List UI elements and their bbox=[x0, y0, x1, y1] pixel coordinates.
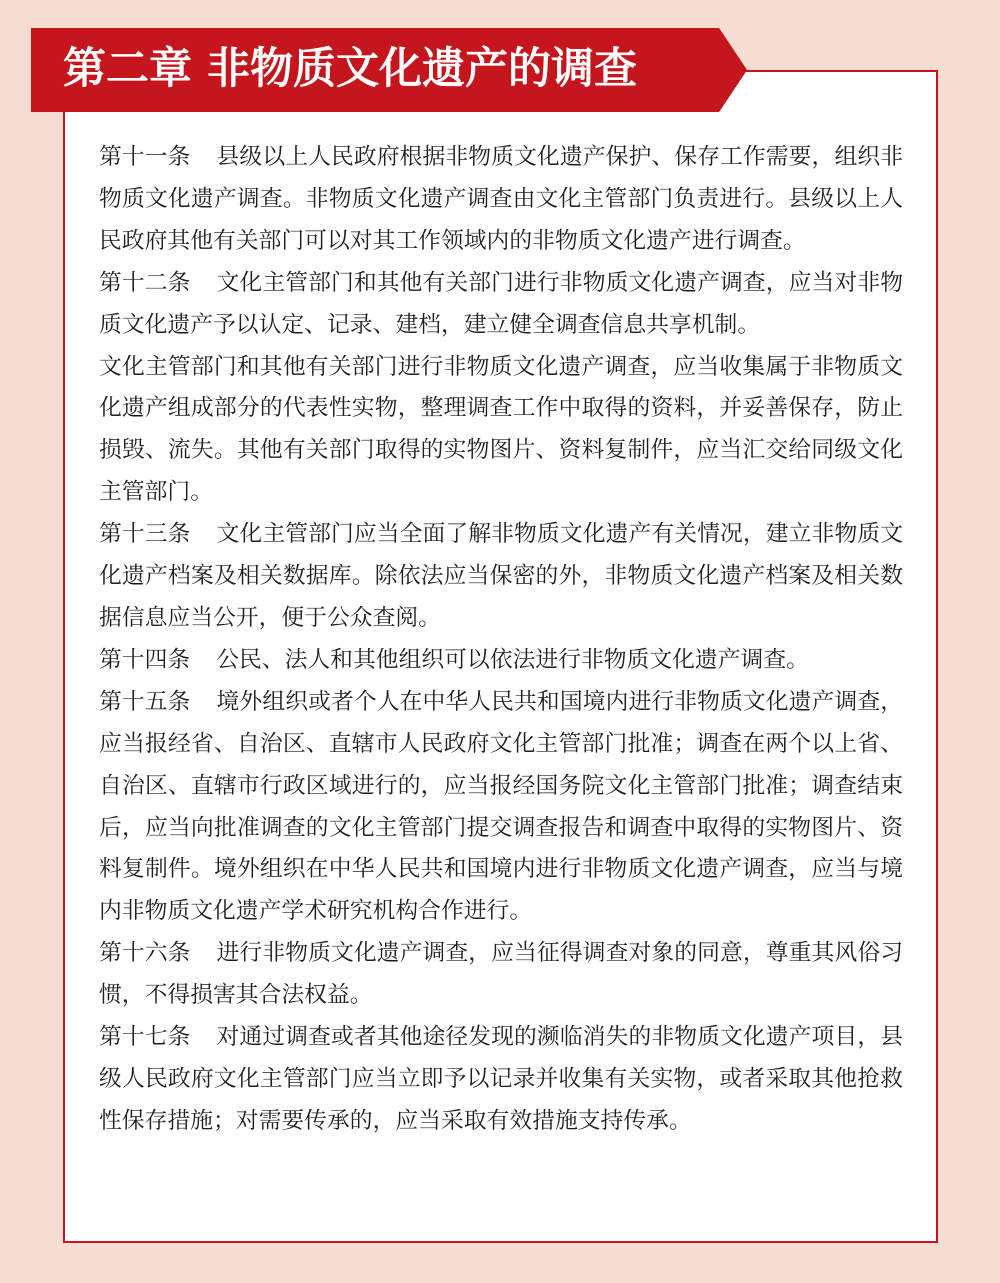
article-text: 文化主管部门和其他有关部门进行非物质文化遗产调查，应当对非物质文化遗产予以认定、记录、建档，建立健全调查信息共享机制。 bbox=[99, 269, 904, 338]
article-text: 公民、法人和其他组织可以依法进行非物质文化遗产调查。 bbox=[216, 646, 809, 673]
article-text: 境外组织或者个人在中华人民共和国境内进行非物质文化遗产调查，应当报经省、自治区、直辖市人民政府文化主管部门批准；调查在两个以上省、自治区、直辖市行政区域进行的，应当报经国务院文化主管部门批准；调查结束后，应当向批准调查的文化主管部门提交调查报告和调查中取得的实物图片、资料复制件。境外组织在中华人民共和国境内进行非物质文化遗产调查，应当与境内非物质文化遗产学术研究机构合作进行。 bbox=[99, 688, 904, 925]
article-number: 第十四条 bbox=[99, 646, 191, 673]
chapter-title: 第二章 非物质文化遗产的调查 bbox=[63, 44, 637, 94]
article-text: 进行非物质文化遗产调查，应当征得调查对象的同意，尊重其风俗习惯，不得损害其合法权益。 bbox=[99, 940, 904, 1009]
article-text: 文化主管部门应当全面了解非物质文化遗产有关情况，建立非物质文化遗产档案及相关数据库。除依法应当保密的外，非物质文化遗产档案及相关数据信息应当公开，便于公众查阅。 bbox=[99, 521, 904, 631]
article-15 bbox=[99, 682, 903, 933]
article-number: 第十一条 bbox=[99, 144, 191, 170]
article-11 bbox=[99, 137, 903, 263]
article-13 bbox=[99, 514, 903, 640]
article-text: 县级以上人民政府根据非物质文化遗产保护、保存工作需要，组织非物质文化遗产调查。非物质文化遗产调查由文化主管部门负责进行。县级以上人民政府其他有关部门可以对其工作领域内的非物质文化遗产进行调查。 bbox=[99, 144, 904, 254]
chapter-banner bbox=[31, 28, 747, 112]
article-number: 第十七条 bbox=[99, 1024, 191, 1051]
article-number: 第十六条 bbox=[99, 940, 191, 967]
article-16 bbox=[99, 933, 903, 1017]
article-17 bbox=[99, 1017, 903, 1143]
article-14 bbox=[99, 640, 903, 682]
article-12-paragraph-2 bbox=[99, 347, 903, 515]
article-number: 第十三条 bbox=[99, 521, 191, 548]
article-12 bbox=[99, 263, 903, 347]
article-text: 文化主管部门和其他有关部门进行非物质文化遗产调查，应当收集属于非物质文化遗产组成部分的代表性实物，整理调查工作中取得的资料，并妥善保存，防止损毁、流失。其他有关部门取得的实物图片、资料复制件，应当汇交给同级文化主管部门。 bbox=[99, 353, 903, 506]
article-number: 第十二条 bbox=[99, 269, 191, 296]
article-text: 对通过调查或者其他途径发现的濒临消失的非物质文化遗产项目，县级人民政府文化主管部门应当立即予以记录并收集有关实物，或者采取其他抢救性保存措施；对需要传承的，应当采取有效措施支持传承。 bbox=[99, 1024, 904, 1134]
articles-list bbox=[99, 137, 903, 1143]
article-number: 第十五条 bbox=[99, 688, 191, 715]
